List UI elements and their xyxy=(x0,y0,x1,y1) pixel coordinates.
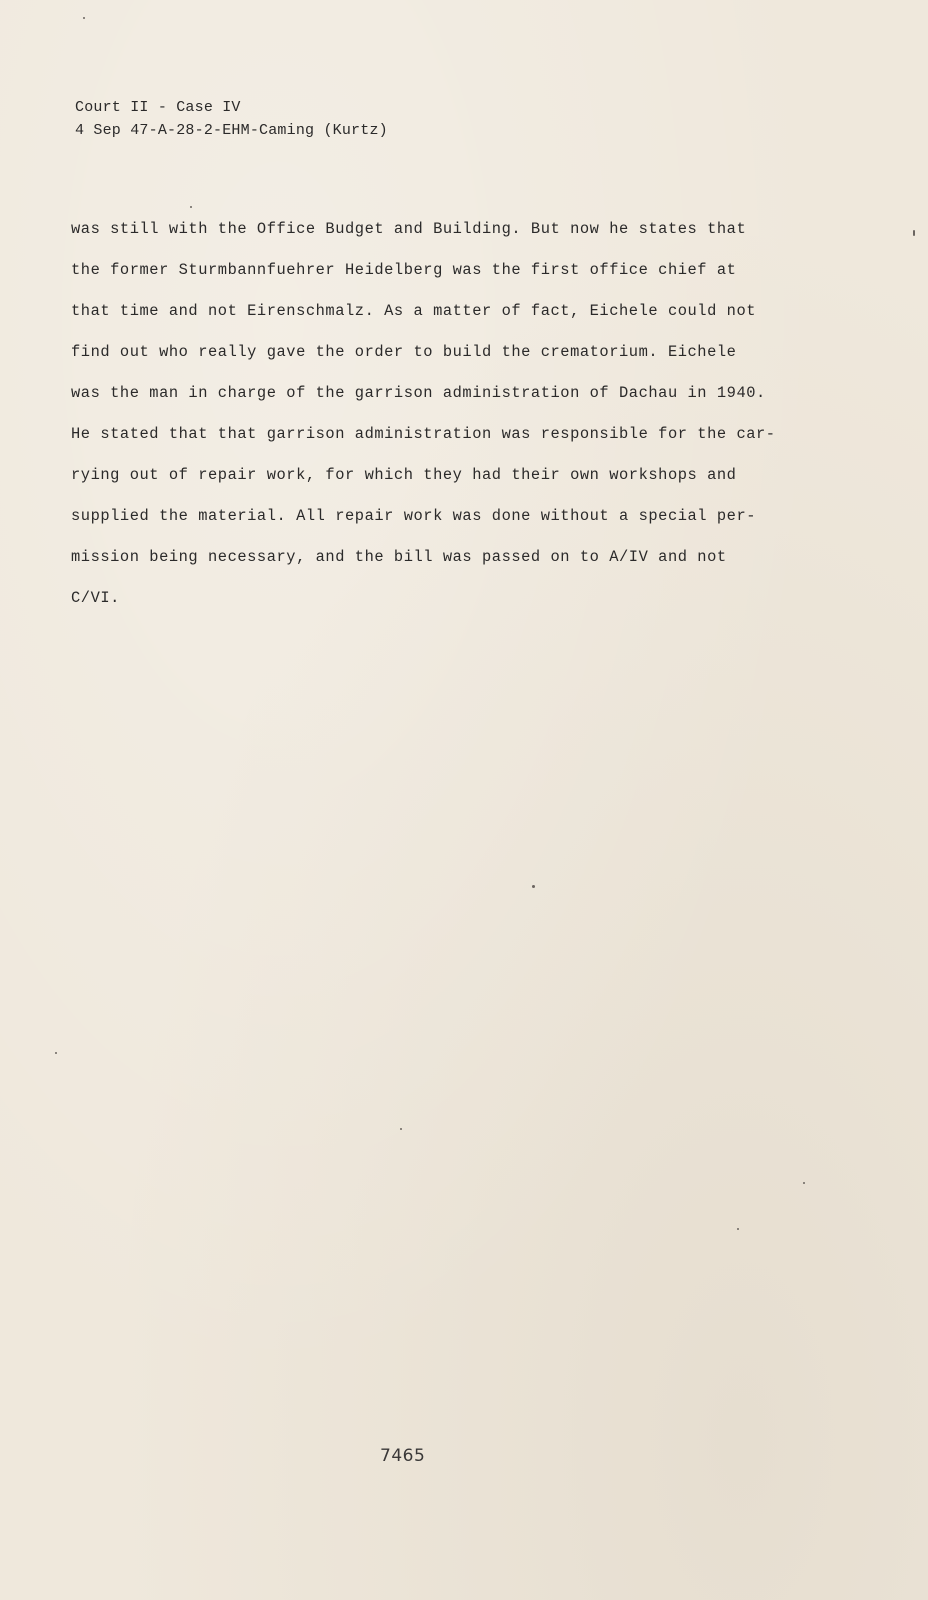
document-body xyxy=(71,214,831,624)
header-reference: 4 Sep 47-A-28-2-EHM-Caming (Kurtz) xyxy=(75,122,388,139)
body-line: that time and not Eirenschmalz. As a matter of fact, Eichele could not xyxy=(71,302,757,320)
document-header xyxy=(75,96,388,142)
paper-speck xyxy=(55,1052,57,1054)
page-number: 7465 xyxy=(380,1446,426,1466)
body-line: He stated that that garrison administration was responsible for the car- xyxy=(71,425,776,443)
paper-speck xyxy=(190,206,192,208)
header-court-case: Court II - Case IV xyxy=(75,99,241,116)
body-line: find out who really gave the order to build the crematorium. Eichele xyxy=(71,343,737,361)
paper-speck xyxy=(913,230,915,236)
body-line: the former Sturmbannfuehrer Heidelberg was the first office chief at xyxy=(71,261,737,279)
body-line: was still with the Office Budget and Building. But now he states that xyxy=(71,220,747,238)
paper-speck xyxy=(532,885,535,888)
body-line: C/VI. xyxy=(71,589,120,607)
body-line: was the man in charge of the garrison administration of Dachau in 1940. xyxy=(71,384,766,402)
paper-speck xyxy=(400,1128,402,1130)
paper-speck xyxy=(737,1228,739,1230)
paper-speck xyxy=(803,1182,805,1184)
paper-speck xyxy=(83,17,85,19)
body-line: supplied the material. All repair work was done without a special per- xyxy=(71,507,757,525)
body-line: mission being necessary, and the bill was passed on to A/IV and not xyxy=(71,548,727,566)
body-line: rying out of repair work, for which they had their own workshops and xyxy=(71,466,737,484)
